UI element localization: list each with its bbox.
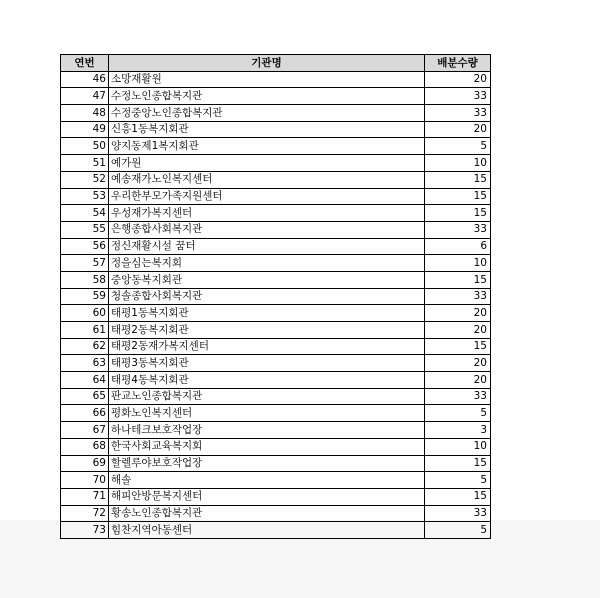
table-row [61, 155, 491, 172]
header-number: 연번 [61, 55, 109, 72]
row-number: 71 [61, 488, 109, 505]
row-quantity: 33 [425, 388, 491, 405]
header-institution-name: 기관명 [109, 55, 425, 72]
row-quantity: 20 [425, 121, 491, 138]
row-institution-name: 신흥1동복지회관 [109, 121, 425, 138]
row-institution-name: 태평2동재가복지센터 [109, 338, 425, 355]
row-number: 60 [61, 305, 109, 322]
row-institution-name: 해솔 [109, 472, 425, 489]
table-row [61, 71, 491, 88]
row-institution-name: 수정노인종합복지관 [109, 88, 425, 105]
table-row [61, 88, 491, 105]
row-institution-name: 태평4동복지회관 [109, 372, 425, 389]
row-number: 65 [61, 388, 109, 405]
table-row [61, 422, 491, 439]
row-quantity: 5 [425, 472, 491, 489]
row-number: 52 [61, 171, 109, 188]
table-row [61, 138, 491, 155]
row-quantity: 15 [425, 338, 491, 355]
table-row [61, 188, 491, 205]
table-row [61, 205, 491, 222]
table-row [61, 305, 491, 322]
row-quantity: 6 [425, 238, 491, 255]
row-quantity: 15 [425, 271, 491, 288]
table-row [61, 105, 491, 122]
row-institution-name: 판교노인종합복지관 [109, 388, 425, 405]
row-quantity: 20 [425, 305, 491, 322]
row-institution-name: 황송노인종합복지관 [109, 505, 425, 522]
table-row [61, 438, 491, 455]
row-institution-name: 해피안방문복지센터 [109, 488, 425, 505]
row-number: 63 [61, 355, 109, 372]
row-quantity: 10 [425, 155, 491, 172]
table-row [61, 322, 491, 339]
row-institution-name: 태평1동복지회관 [109, 305, 425, 322]
table-body [61, 71, 491, 538]
table-row [61, 372, 491, 389]
row-number: 56 [61, 238, 109, 255]
row-quantity: 15 [425, 488, 491, 505]
row-quantity: 5 [425, 138, 491, 155]
table-row [61, 171, 491, 188]
row-number: 67 [61, 422, 109, 439]
table-row [61, 405, 491, 422]
row-quantity: 33 [425, 505, 491, 522]
row-institution-name: 우리한부모가족지원센터 [109, 188, 425, 205]
table-row [61, 355, 491, 372]
row-institution-name: 힘찬지역아동센터 [109, 522, 425, 539]
row-institution-name: 평화노인복지센터 [109, 405, 425, 422]
row-number: 50 [61, 138, 109, 155]
row-number: 47 [61, 88, 109, 105]
row-quantity: 10 [425, 255, 491, 272]
row-institution-name: 양지동제1복지회관 [109, 138, 425, 155]
table-row [61, 472, 491, 489]
row-number: 66 [61, 405, 109, 422]
row-number: 70 [61, 472, 109, 489]
row-number: 46 [61, 71, 109, 88]
row-number: 59 [61, 288, 109, 305]
table-row [61, 288, 491, 305]
row-number: 53 [61, 188, 109, 205]
row-quantity: 15 [425, 455, 491, 472]
row-quantity: 20 [425, 322, 491, 339]
row-quantity: 5 [425, 522, 491, 539]
row-institution-name: 수정중앙노인종합복지관 [109, 105, 425, 122]
header-quantity: 배분수량 [425, 55, 491, 72]
row-institution-name: 정을심는복지회 [109, 255, 425, 272]
table-row [61, 238, 491, 255]
row-number: 68 [61, 438, 109, 455]
table-row [61, 338, 491, 355]
table-row [61, 121, 491, 138]
row-institution-name: 할렐루야보호작업장 [109, 455, 425, 472]
table-row [61, 255, 491, 272]
row-quantity: 33 [425, 221, 491, 238]
row-number: 55 [61, 221, 109, 238]
row-number: 69 [61, 455, 109, 472]
row-quantity: 33 [425, 88, 491, 105]
row-quantity: 10 [425, 438, 491, 455]
row-quantity: 15 [425, 171, 491, 188]
row-number: 73 [61, 522, 109, 539]
row-institution-name: 우성재가복지센터 [109, 205, 425, 222]
row-number: 48 [61, 105, 109, 122]
row-number: 64 [61, 372, 109, 389]
table-row [61, 522, 491, 539]
row-quantity: 15 [425, 188, 491, 205]
table-row [61, 388, 491, 405]
row-quantity: 20 [425, 71, 491, 88]
row-institution-name: 정신재활시설 꿈터 [109, 238, 425, 255]
table-row [61, 505, 491, 522]
row-institution-name: 태평3동복지회관 [109, 355, 425, 372]
row-quantity: 3 [425, 422, 491, 439]
row-number: 57 [61, 255, 109, 272]
row-institution-name: 중앙동복지회관 [109, 271, 425, 288]
row-institution-name: 소망재활원 [109, 71, 425, 88]
header-row [61, 55, 491, 72]
row-institution-name: 청솔종합사회복지관 [109, 288, 425, 305]
row-institution-name: 한국사회교육복지회 [109, 438, 425, 455]
row-institution-name: 예송재가노인복지센터 [109, 171, 425, 188]
row-quantity: 20 [425, 372, 491, 389]
row-institution-name: 예가원 [109, 155, 425, 172]
row-number: 62 [61, 338, 109, 355]
row-institution-name: 은행종합사회복지관 [109, 221, 425, 238]
table-row [61, 221, 491, 238]
row-number: 61 [61, 322, 109, 339]
table-row [61, 271, 491, 288]
row-number: 51 [61, 155, 109, 172]
row-number: 49 [61, 121, 109, 138]
row-quantity: 15 [425, 205, 491, 222]
row-number: 58 [61, 271, 109, 288]
row-quantity: 33 [425, 288, 491, 305]
table-row [61, 488, 491, 505]
table-header [61, 55, 491, 72]
row-quantity: 5 [425, 405, 491, 422]
row-quantity: 20 [425, 355, 491, 372]
row-institution-name: 태평2동복지회관 [109, 322, 425, 339]
row-number: 72 [61, 505, 109, 522]
row-institution-name: 하나테크보호작업장 [109, 422, 425, 439]
row-quantity: 33 [425, 105, 491, 122]
row-number: 54 [61, 205, 109, 222]
distribution-table [60, 54, 491, 539]
table-row [61, 455, 491, 472]
